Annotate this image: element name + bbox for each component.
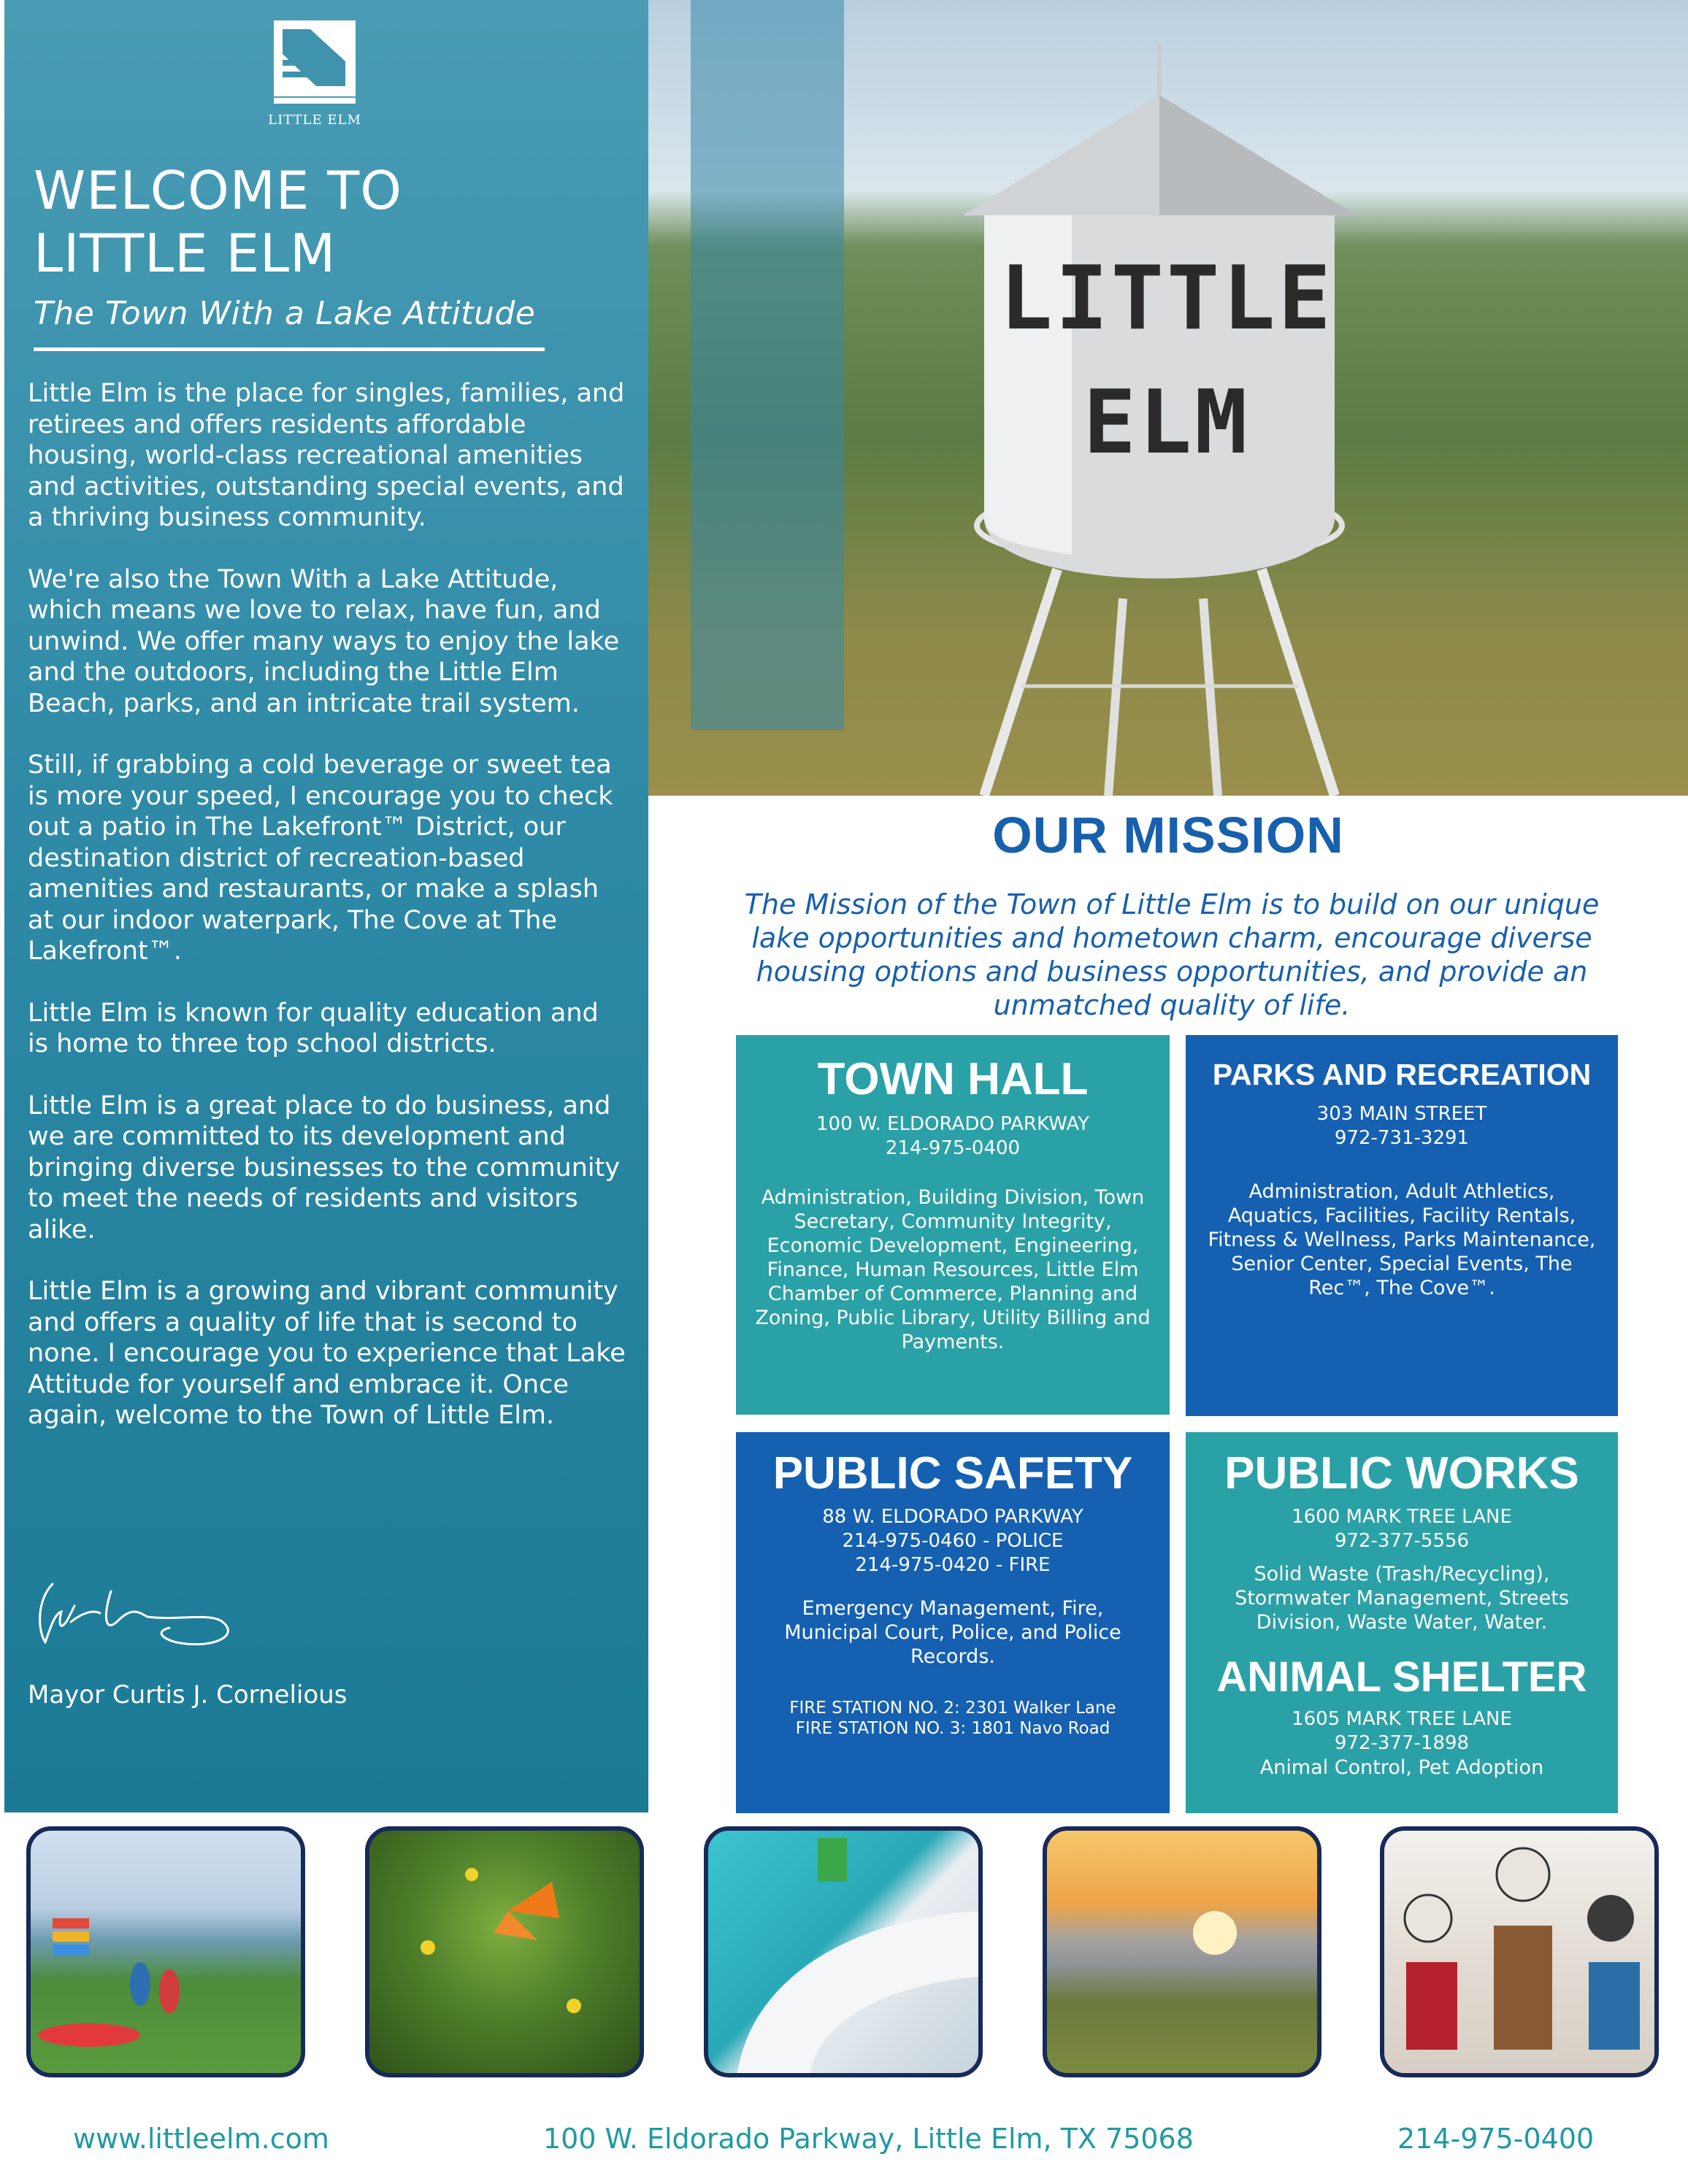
- fire-station-2: FIRE STATION NO. 2: 2301 Walker Lane: [789, 1699, 1116, 1718]
- kids-helmets-icon: [1384, 1831, 1654, 2073]
- letter-paragraph: Little Elm is a growing and vibrant community and offers a quality of life that is second to none. I encourage you to experience that Lake Attitude for yourself and embrace it. Once again, welcome to the Town of Little Elm.: [28, 1277, 626, 1430]
- animal-shelter-address: 1605 MARK TREE LANE: [1292, 1708, 1512, 1730]
- town-hall-phone: 214-975-0400: [885, 1137, 1021, 1159]
- public-works-title: PUBLIC WORKS: [1224, 1448, 1579, 1499]
- footer-phone[interactable]: 214-975-0400: [1397, 2123, 1595, 2155]
- tower-text-line2: ELM: [1083, 372, 1251, 474]
- welcome-title-line2: LITTLE ELM: [34, 223, 337, 284]
- public-safety-box: [736, 1432, 1170, 1813]
- animal-shelter-phone: 972-377-1898: [1334, 1732, 1470, 1754]
- photo-butterfly-flowers: [365, 1826, 644, 2077]
- public-works-phone: 972-377-5556: [1334, 1530, 1470, 1552]
- welcome-panel: [4, 0, 648, 1812]
- logo-text: LITTLE ELM: [268, 112, 361, 128]
- welcome-title: [34, 159, 618, 285]
- welcome-title-line1: WELCOME TO: [34, 160, 402, 221]
- tagline: The Town With a Lake Attitude: [34, 295, 536, 332]
- hero-water-tower-photo: [648, 0, 1688, 796]
- photo-kids-wakeboard: [1380, 1826, 1659, 2077]
- photo-waterpark-slide: [704, 1826, 983, 2077]
- letter-paragraph: Little Elm is a great place to do business, and we are committed to its development and bringing diverse businesses to the community to meet the needs of residents and visitors alike.: [28, 1091, 621, 1245]
- animal-shelter-title: ANIMAL SHELTER: [1216, 1653, 1587, 1701]
- tagline-divider: [34, 347, 545, 351]
- butterfly-icon: [369, 1831, 640, 2073]
- town-hall-services: Administration, Building Division, Town Secretary, Community Integrity, Economic Development, Engineering, Finance, Human Resources, Little Elm Chamber of Commerce, Planning and Zoning, Public Library, Utility Billing and Payments.: [755, 1186, 1151, 1353]
- public-works-address: 1600 MARK TREE LANE: [1292, 1506, 1512, 1528]
- parks-title: PARKS AND RECREATION: [1212, 1058, 1592, 1091]
- parks-services: Administration, Adult Athletics, Aquatics, Facilities, Facility Rentals, Fitness & Wellness, Parks Maintenance, Senior Center, Special Events, The Rec™, The Cove™.: [1208, 1180, 1596, 1299]
- little-elm-logo-icon: [272, 19, 357, 107]
- water-slide-icon: [708, 1831, 978, 2073]
- tower-text-line1: LITTLE: [1000, 248, 1334, 350]
- public-safety-police-phone: 214-975-0460 - POLICE: [842, 1530, 1064, 1552]
- town-logo: [267, 19, 362, 128]
- hero-color-overlay: [691, 0, 844, 730]
- sunset-icon: [1047, 1831, 1317, 2073]
- mission-text: The Mission of the Town of Little Elm is to build on our unique lake opportunities and hometown charm, encourage diverse housing options and business opportunities, and provide an unmatched quality of life.: [744, 888, 1600, 1021]
- animal-shelter-services: Animal Control, Pet Adoption: [1259, 1756, 1544, 1779]
- photo-lake-sunset: [1043, 1826, 1321, 2077]
- fire-station-3: FIRE STATION NO. 3: 1801 Navo Road: [795, 1719, 1110, 1738]
- public-works-box: [1186, 1432, 1618, 1813]
- welcome-letter: [28, 378, 626, 1462]
- public-safety-services: Emergency Management, Fire, Municipal Court, Police, and Police Records.: [784, 1597, 1121, 1668]
- public-safety-address: 88 W. ELDORADO PARKWAY: [822, 1506, 1083, 1528]
- town-hall-address: 100 W. ELDORADO PARKWAY: [816, 1113, 1090, 1135]
- letter-paragraph: Little Elm is known for quality education and is home to three top school districts.: [28, 998, 599, 1058]
- mayor-name: Mayor Curtis J. Cornelious: [28, 1680, 348, 1710]
- letter-paragraph: Little Elm is the place for singles, families, and retirees and offers residents affordable housing, world-class recreational amenities and activities, outstanding special events, and a thriving business community.: [28, 379, 625, 532]
- public-safety-fire-phone: 214-975-0420 - FIRE: [855, 1554, 1051, 1576]
- footer-address: 100 W. Eldorado Parkway, Little Elm, TX 75068: [543, 2123, 1194, 2155]
- town-hall-title: TOWN HALL: [817, 1054, 1089, 1104]
- photo-lake-kayaks: [26, 1826, 305, 2077]
- mayor-signature: [31, 1569, 250, 1664]
- parks-address: 303 MAIN STREET: [1316, 1103, 1487, 1125]
- mission-title: OUR MISSION: [992, 807, 1344, 864]
- parks-recreation-box: [1186, 1035, 1618, 1416]
- footer-website-link[interactable]: www.littleelm.com: [73, 2123, 329, 2155]
- letter-paragraph: We're also the Town With a Lake Attitude, which means we love to relax, have fun, and unwind. We offer many ways to enjoy the lake and the outdoors, including the Little Elm Beach, parks, and an intricate trail system.: [28, 564, 620, 718]
- letter-paragraph: Still, if grabbing a cold beverage or sweet tea is more your speed, I encourage you to check out a patio in The Lakefront™ District, our destination district of recreation-based amenities and restaurants, or make a splash at our indoor waterpark, The Cove at The Lakefront™.: [28, 750, 613, 966]
- town-hall-box: [736, 1035, 1170, 1415]
- public-works-services: Solid Waste (Trash/Recycling), Stormwater Management, Streets Division, Waste Water, Water.: [1235, 1563, 1569, 1634]
- parks-phone: 972-731-3291: [1334, 1127, 1470, 1149]
- kayak-scene-icon: [31, 1831, 301, 2073]
- public-safety-title: PUBLIC SAFETY: [772, 1448, 1133, 1499]
